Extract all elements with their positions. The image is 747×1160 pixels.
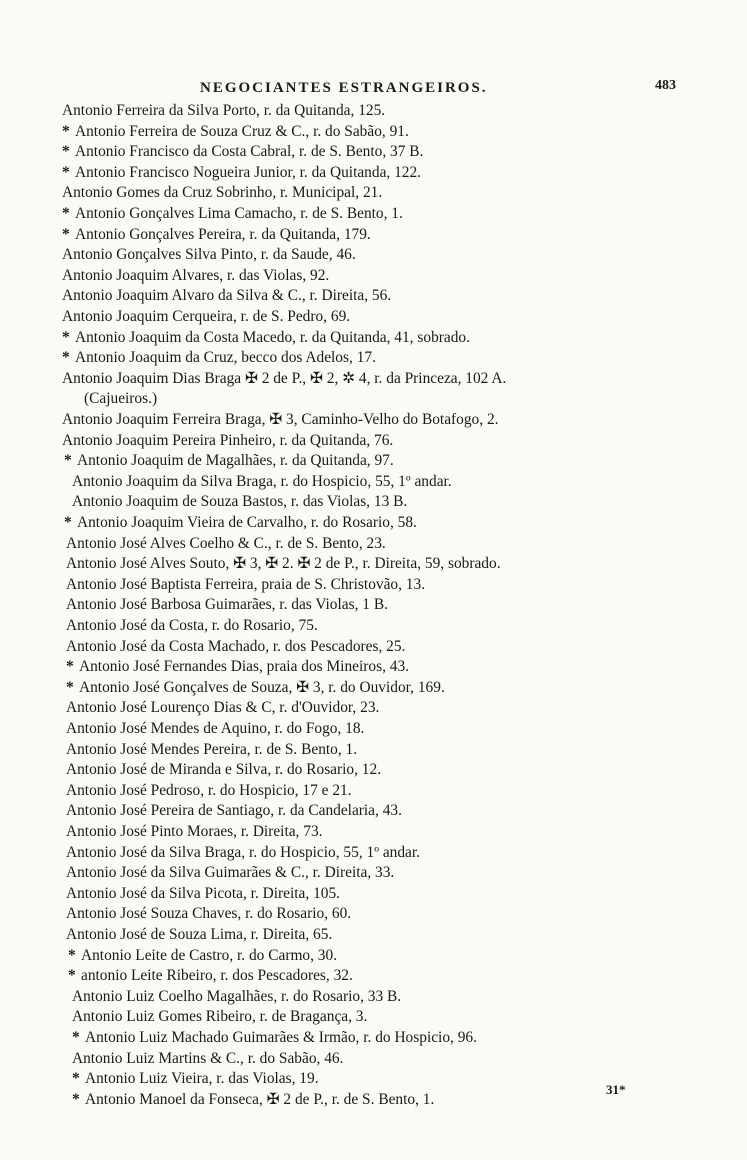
list-item bbox=[62, 101, 385, 121]
list-item bbox=[72, 987, 401, 1007]
asterisk-mark: * bbox=[68, 967, 76, 985]
list-item bbox=[66, 698, 379, 718]
entry-text: Antonio José da Costa Machado, r. dos Pescadores, 25. bbox=[66, 637, 406, 655]
entry-text: Antonio José da Silva Guimarães & C., r. Direita, 33. bbox=[66, 864, 395, 882]
list-item bbox=[64, 513, 417, 533]
entry-text: Antonio José Mendes Pereira, r. de S. Bento, 1. bbox=[66, 740, 358, 758]
entry-text: Antonio José de Souza Lima, r. Direita, 65. bbox=[66, 926, 333, 943]
list-item bbox=[62, 307, 350, 327]
list-item bbox=[66, 678, 445, 698]
list-item bbox=[66, 595, 388, 615]
entry-text: Antonio José Alves Souto, ✠ 3, ✠ 2. ✠ 2 de P., r. Direita, 59, sobrado. bbox=[66, 555, 501, 573]
list-item bbox=[66, 925, 332, 945]
entry-text: Antonio Joaquim Ferreira Braga, ✠ 3, Caminho-Velho do Botafogo, 2. bbox=[62, 411, 499, 428]
list-item bbox=[72, 492, 407, 512]
entry-text: Antonio Joaquim da Costa Macedo, r. da Quitanda, 41, sobrado. bbox=[75, 328, 470, 346]
entry-text: Antonio José Souza Chaves, r. do Rosario, 60. bbox=[66, 905, 352, 923]
page-title: NEGOCIANTES ESTRANGEIROS. bbox=[200, 80, 488, 96]
entry-text: Antonio Leite de Castro, r. do Carmo, 30. bbox=[81, 946, 338, 964]
entry-text: Antonio Joaquim de Souza Bastos, r. das Violas, 13 B. bbox=[72, 493, 408, 511]
list-item bbox=[62, 225, 371, 245]
entry-text: Antonio José Barbosa Guimarães, r. das Violas, 1 B. bbox=[66, 596, 388, 614]
list-item bbox=[62, 163, 421, 183]
list-item bbox=[66, 843, 420, 863]
list-item bbox=[62, 431, 393, 451]
list-item bbox=[62, 204, 403, 224]
list-item bbox=[66, 904, 351, 924]
list-item bbox=[66, 719, 364, 739]
list-item bbox=[66, 884, 340, 904]
list-item bbox=[66, 863, 394, 883]
page-number: 483 bbox=[655, 78, 676, 93]
list-item bbox=[72, 472, 452, 492]
entry-text: Antonio Francisco Nogueira Junior, r. da Quitanda, 122. bbox=[75, 163, 422, 181]
list-item bbox=[72, 1069, 319, 1089]
entry-text: Antonio José da Costa, r. do Rosario, 75. bbox=[66, 617, 318, 634]
entry-text: Antonio José Lourenço Dias & C, r. d'Ouvidor, 23. bbox=[66, 699, 380, 717]
entry-text: Antonio Joaquim Cerqueira, r. de S. Pedro, 69. bbox=[62, 308, 351, 325]
asterisk-mark: * bbox=[64, 452, 72, 470]
entry-text: Antonio Ferreira da Silva Porto, r. da Quitanda, 125. bbox=[62, 102, 386, 119]
entry-text: Antonio Luiz Vieira, r. das Violas, 19. bbox=[85, 1070, 319, 1088]
asterisk-mark: * bbox=[64, 514, 72, 531]
entry-text: Antonio Gonçalves Lima Camacho, r. de S. Bento, 1. bbox=[75, 205, 403, 222]
entry-text: Antonio Joaquim Alvares, r. das Violas, 92. bbox=[62, 266, 330, 284]
list-item bbox=[84, 389, 157, 409]
entry-text: Antonio José Pereira de Santiago, r. da Candelaria, 43. bbox=[66, 802, 402, 820]
asterisk-mark: * bbox=[66, 678, 74, 696]
list-item bbox=[62, 245, 356, 265]
entry-text: Antonio José Mendes de Aquino, r. do Fogo, 18. bbox=[66, 720, 365, 737]
entry-text: antonio Leite Ribeiro, r. dos Pescadores, 32. bbox=[81, 967, 353, 985]
list-item bbox=[72, 1090, 434, 1110]
entry-text: Antonio Joaquim Alvaro da Silva & C., r. Direita, 56. bbox=[62, 287, 392, 305]
list-item bbox=[68, 966, 353, 986]
list-item bbox=[62, 410, 499, 430]
asterisk-mark: * bbox=[72, 1090, 80, 1108]
list-item bbox=[62, 266, 329, 286]
entry-text: Antonio Luiz Gomes Ribeiro, r. de Bragança, 3. bbox=[72, 1008, 368, 1026]
signature-mark: 31* bbox=[606, 1082, 626, 1097]
asterisk-mark: * bbox=[66, 658, 74, 676]
list-item bbox=[62, 183, 382, 203]
entry-text: Antonio Ferreira de Souza Cruz & C., r. do Sabão, 91. bbox=[75, 122, 409, 140]
entry-text: (Cajueiros.) bbox=[84, 390, 158, 408]
entry-text: Antonio Luiz Martins & C., r. do Sabão, 46. bbox=[72, 1049, 344, 1067]
list-item bbox=[72, 1007, 367, 1027]
list-item bbox=[66, 575, 425, 595]
list-item bbox=[66, 554, 501, 574]
list-item bbox=[66, 616, 318, 636]
asterisk-mark: * bbox=[62, 205, 70, 222]
entry-text: Antonio Gonçalves Silva Pinto, r. da Saude, 46. bbox=[62, 246, 356, 264]
entry-text: Antonio José Gonçalves de Souza, ✠ 3, r. do Ouvidor, 169. bbox=[79, 678, 445, 696]
asterisk-mark: * bbox=[68, 946, 76, 964]
asterisk-mark: * bbox=[62, 143, 70, 161]
asterisk-mark: * bbox=[62, 349, 70, 367]
list-item bbox=[66, 781, 352, 801]
entry-text: Antonio Gomes da Cruz Sobrinho, r. Municipal, 21. bbox=[62, 184, 383, 202]
entry-text: Antonio José Fernandes Dias, praia dos Mineiros, 43. bbox=[79, 658, 409, 676]
entry-text: Antonio Gonçalves Pereira, r. da Quitanda, 179. bbox=[75, 225, 371, 243]
list-item bbox=[64, 451, 394, 471]
list-item bbox=[62, 328, 470, 348]
list-item bbox=[66, 657, 409, 677]
list-item bbox=[72, 1028, 477, 1048]
list-item bbox=[68, 946, 337, 966]
entry-text: Antonio José de Miranda e Silva, r. do Rosario, 12. bbox=[66, 761, 382, 779]
entry-text: Antonio Luiz Machado Guimarães & Irmão, r. do Hospicio, 96. bbox=[85, 1029, 477, 1046]
asterisk-mark: * bbox=[62, 122, 70, 140]
list-item bbox=[62, 142, 423, 162]
list-item bbox=[66, 760, 381, 780]
entry-text: Antonio Joaquim da Silva Braga, r. do Hospicio, 55, 1º andar. bbox=[72, 472, 452, 490]
list-item bbox=[62, 286, 391, 306]
list-item bbox=[66, 801, 402, 821]
asterisk-mark: * bbox=[62, 328, 70, 346]
entry-text: Antonio José da Silva Braga, r. do Hospicio, 55, 1º andar. bbox=[66, 843, 421, 861]
entry-text: Antonio José Baptista Ferreira, praia de S. Christovão, 13. bbox=[66, 575, 426, 593]
list-item bbox=[62, 369, 506, 389]
entry-text: Antonio Manoel da Fonseca, ✠ 2 de P., r. de S. Bento, 1. bbox=[85, 1090, 435, 1108]
entry-text: Antonio Francisco da Costa Cabral, r. de S. Bento, 37 B. bbox=[75, 143, 424, 161]
entry-text: Antonio José da Silva Picota, r. Direita, 105. bbox=[66, 884, 341, 902]
entry-text: Antonio Joaquim de Magalhães, r. da Quitanda, 97. bbox=[77, 452, 394, 470]
asterisk-mark: * bbox=[72, 1029, 80, 1046]
entry-text: Antonio José Pedroso, r. do Hospicio, 17 e 21. bbox=[66, 781, 352, 799]
list-item bbox=[66, 822, 323, 842]
list-item bbox=[66, 637, 405, 657]
entry-text: Antonio Joaquim Dias Braga ✠ 2 de P., ✠ 2, ✲ 4, r. da Princeza, 102 A. bbox=[62, 369, 507, 387]
entry-text: Antonio Joaquim Vieira de Carvalho, r. do Rosario, 58. bbox=[77, 514, 417, 531]
list-item bbox=[62, 348, 376, 368]
list-item bbox=[66, 534, 386, 554]
entry-text: Antonio José Alves Coelho & C., r. de S. Bento, 23. bbox=[66, 534, 386, 552]
asterisk-mark: * bbox=[62, 163, 70, 181]
list-item bbox=[62, 122, 409, 142]
asterisk-mark: * bbox=[62, 225, 70, 243]
entry-text: Antonio Luiz Coelho Magalhães, r. do Rosario, 33 B. bbox=[72, 987, 402, 1005]
list-item bbox=[72, 1049, 343, 1069]
asterisk-mark: * bbox=[72, 1070, 80, 1088]
entry-text: Antonio Joaquim da Cruz, becco dos Adelos, 17. bbox=[75, 349, 376, 367]
entry-text: Antonio Joaquim Pereira Pinheiro, r. da Quitanda, 76. bbox=[62, 431, 394, 449]
entry-text: Antonio José Pinto Moraes, r. Direita, 73. bbox=[66, 823, 323, 840]
list-item bbox=[66, 740, 357, 760]
